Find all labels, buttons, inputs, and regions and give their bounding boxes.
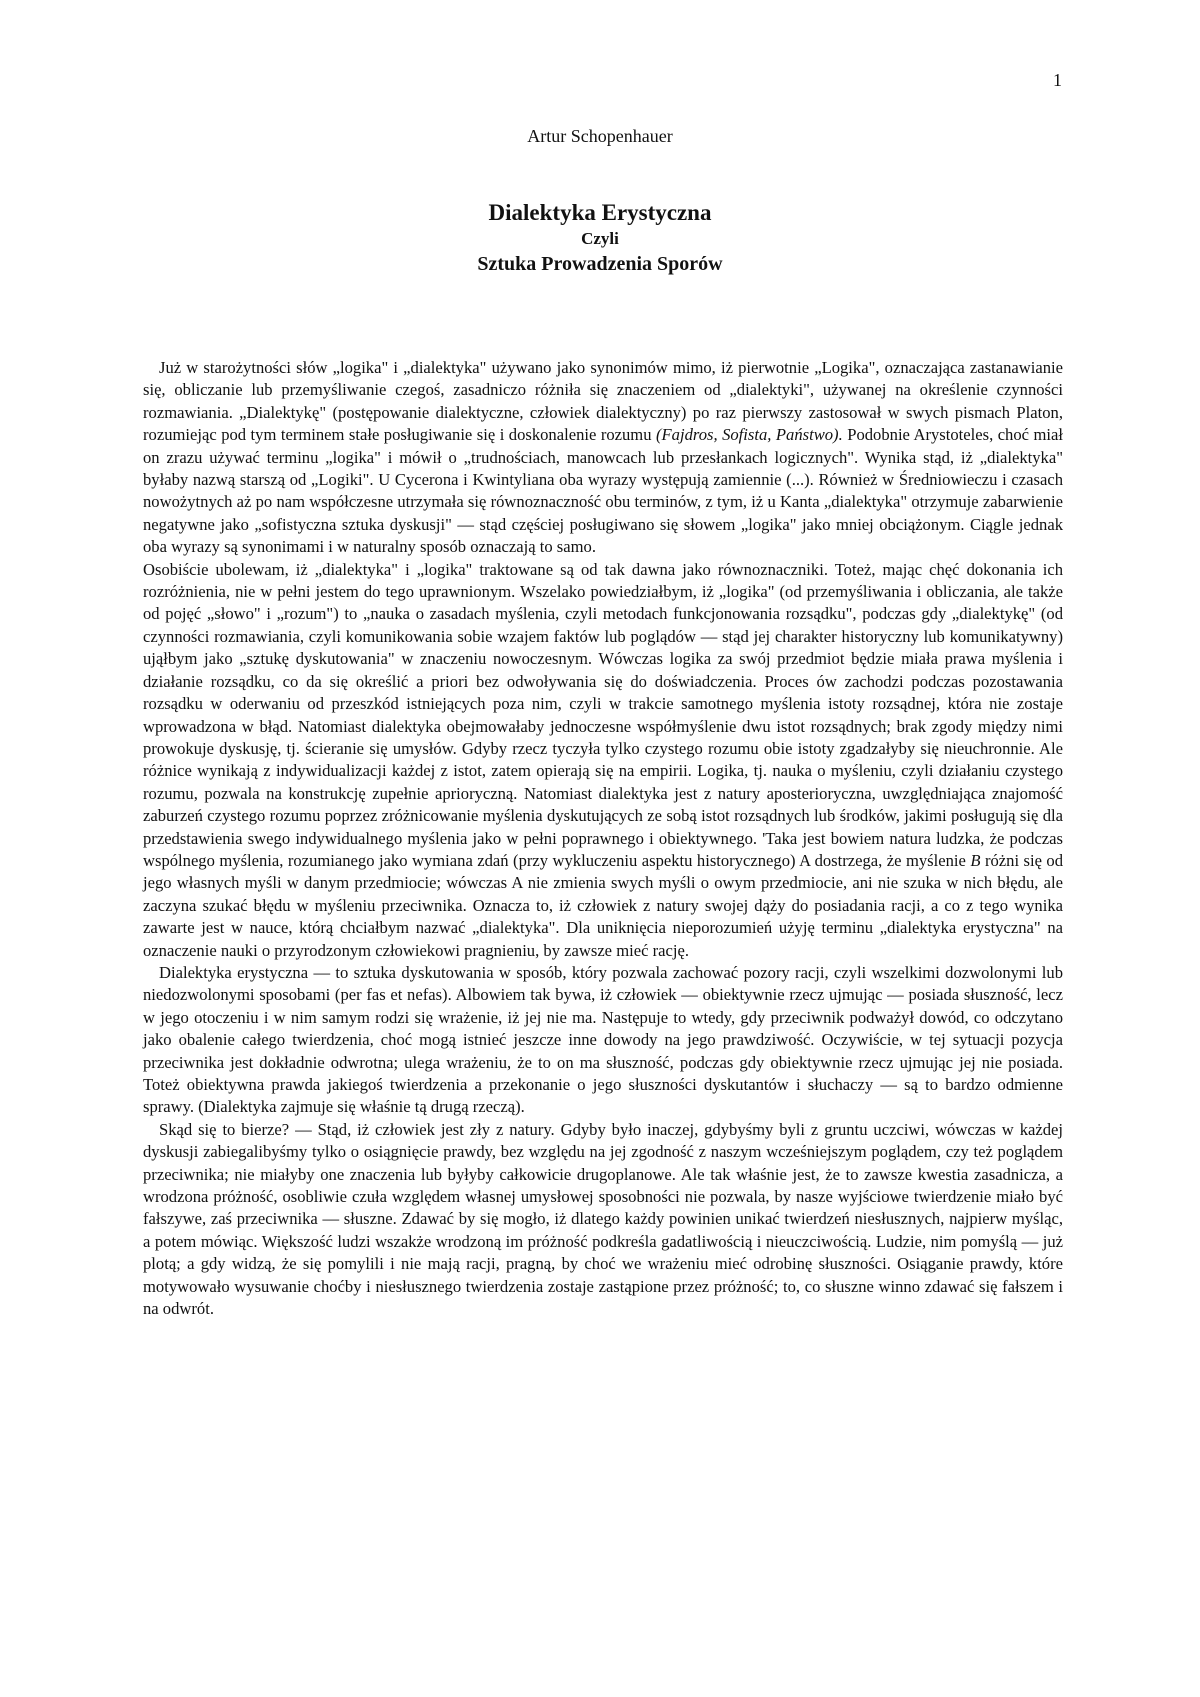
author-name: Artur Schopenhauer: [527, 126, 673, 146]
paragraph-1-text: Już w starożytności słów „logika" i „dialektyka" używano jako synonimów mimo, iż pierwotnie „Logika", oznaczająca zastanawianie się, obliczanie lub przemyśliwanie czegoś, zasadniczo różniła się znaczeniem od „dialektyki", używanej na określenie czynności rozmawiania. „Dialektykę" (postępowanie dialektyczne, człowiek dialektyczny) po raz pierwszy zastosował w swych pismach Platon, rozumiejąc pod tym terminem stałe posługiwanie się i doskonalenie rozumu: [143, 358, 1063, 445]
paragraph-1-works: (Fajdros, Sofista, Państwo).: [656, 425, 843, 445]
document-subtitle: Sztuka Prowadzenia Sporów: [477, 253, 723, 275]
paragraph-2: [143, 559, 1063, 962]
page-number: 1: [1053, 70, 1062, 90]
paragraph-1-continuation: Podobnie Arystoteles, choć miał on zrazu używać terminu „logika" i mówił o „trudnościach, manowcach lub przesłankach logicznych". Wynika stąd, iż „dialektyka" byłaby nazwą starszą od „Logiki". U Cycerona i Kwintyliana oba wyrazy występują zamiennie (...). Również w Średniowieczu i czasach nowożytnych aż po nam współczesne utrzymała się równoznaczność obu terminów, z tym, iż u Kanta „dialektyka" otrzymuje zabarwienie negatywne jako „sofistyczna sztuka dyskusji" — stąd częściej posługiwano się słowem „logika" jako mniej obciążonym. Ciągle jednak oba wyrazy są synonimami i w naturalny sposób oznaczają to samo.: [143, 425, 1063, 557]
paragraph-4: Skąd się to bierze? — Stąd, iż człowiek jest zły z natury. Gdyby było inaczej, gdybyśmy byli z gruntu uczciwi, wówczas w każdej dyskusji zabiegalibyśmy tylko o osiągnięcie prawdy, bez względu na jej zgodność z naszym wcześniejszym poglądem, czy też poglądem przeciwnika; nie miałyby one znaczenia lub byłyby całkowicie drugoplanowe. Ale tak właśnie jest, że to zawsze kwestia zasadnicza, a wrodzona próżność, osobliwie czuła względem własnej umysłowej sposobności nie pozwala, by nasze wyjściowe twierdzenie miało być fałszywe, zaś przeciwnika — słuszne. Zdawać by się mogło, iż dlatego każdy powinien unikać twierdzeń niesłusznych, najpierw myśląc, a potem mówiąc. Większość ludzi wszakże wrodzoną im próżność podkreśla gadatliwością i nieuczciwością. Ludzie, nim pomyślą — już plotą; a gdy widzą, że się pomylili i nie mają racji, pragną, by choć we wrażeniu mieć odrobinę słuszności. Osiąganie prawdy, które motywowało wysuwanie choćby i niesłusznego twierdzenia zostaje zastąpione przez próżność; to, co słuszne winno zdawać się fałszem i na odwrót.: [143, 1119, 1063, 1319]
paragraph-2-text-c: różni się od jego własnych myśli w danym przedmiocie; wówczas A nie zmienia swych myśli o owym przedmiocie, ani nie szuka w nich błędu, ale zaczyna szukać błędu w myśleniu przeciwnika. Oznacza to, iż człowiek z natury swojej dąży do posiadania racji, a co z tego wynika zawarte jest w nauce, którą chciałbym nazwać „dialektyka". Dla uniknięcia nieporozumień użyję terminu „dialektyka erystyczna" na oznaczenie nauki o przyrodzonym człowiekowi pragnieniu, by zawsze mieć rację.: [143, 850, 1064, 960]
body-text: [143, 357, 1063, 1320]
document-title: Dialektyka Erystyczna: [488, 200, 712, 225]
paragraph-2-text-a: Osobiście ubolewam, iż „dialektyka" i „logika" traktowane są od tak dawna jako równoznaczniki. Toteż, mając chęć dokonania ich rozróżnienia, nie w pełni jestem do tego uprawnionym. Wszelako powiedziałbym, iż „logika" (od przemyśliwania i obliczania, ale także od pojęć „słowo" i „rozum") to „nauka o zasadach myślenia, czyli metodach funkcjonowania rozsądku", podczas gdy „dialektykę" (od czynności rozmawiania, czyli komunikowania sobie wzajem faktów lub poglądów — stąd jej charakter historyczny lub komunikatywny) ująłbym jako „sztukę dyskutowania" w znaczeniu nowoczesnym. Wówczas logika za swój przedmiot będzie miała prawa myślenia i działanie rozsądku, co da się określić a priori bez odwoływania się do doświadczenia. Proces ów zachodzi podczas pozostawania rozsądku w oderwaniu od przeszkód istniejących poza nim, czyli w trakcie samotnego myślenia istoty rozsądnej, która nie zostaje wprowadzona w błąd. Natomiast dialektyka obejmowałaby jednoczesne współmyślenie dwu istot rozsądnych; brak zgody między nimi prowokuje dyskusję, tj. ścieranie się umysłów. Gdyby rzecz tyczyła tylko czystego rozumu obie istoty zgadzałyby się nieuchronnie. Ale różnice wynikają z indywidualizacji każdej z istot, zatem opierają się na empirii. Logika, tj. nauka o myśleniu, czyli działaniu czystego rozumu, pozwala na konstrukcję zupełnie aprioryczną. Natomiast dialektyka jest z natury aposterioryczna, uwzględniająca znajomość zaburzeń czystego rozumu poprzez zróżnicowanie myślenia dyskutujących ze sobą istot rozsądnych lub środków, jakimi posługują się dla przedstawienia swego indywidualnego myślenia jako w pełni poprawnego i obiektywnego. 'Taka jest bowiem natura ludzka, że podczas wspólnego myślenia, rozumianego jako wymiana zdań (przy wykluczeniu aspektu historycznego) A dostrzega, że myślenie: [143, 559, 1063, 870]
title-connector: Czyli: [581, 229, 619, 248]
paragraph-3: Dialektyka erystyczna — to sztuka dyskutowania w sposób, który pozwala zachować pozory racji, czyli wszelkimi dozwolonymi lub niedozwolonymi sposobami (per fas et nefas). Albowiem tak bywa, iż człowiek — obiektywnie rzecz ujmując — posiada słuszność, lecz w jego otoczeniu i w nim samym rodzi się wrażenie, iż jej nie ma. Następuje to wtedy, gdy przeciwnik podważył dowód, co odczytano jako obalenie całego twierdzenia, choć mogą istnieć jeszcze inne dowody na jego prawdziwość. Oczywiście, w tej sytuacji pozycja przeciwnika jest dokładnie odwrotna; ulega wrażeniu, że to on ma słuszność, podczas gdy obiektywnie rzecz ujmując jej nie posiada. Toteż obiektywna prawda jakiegoś twierdzenia a przekonanie o jego słuszności dyskutantów i słuchaczy — są to bardzo odmienne sprawy. (Dialektyka zajmuje się właśnie tą drugą rzeczą).: [143, 962, 1063, 1117]
title-block: [0, 198, 1200, 278]
paragraph-1: [143, 357, 1063, 559]
paragraph-2-variable: B: [970, 850, 981, 870]
